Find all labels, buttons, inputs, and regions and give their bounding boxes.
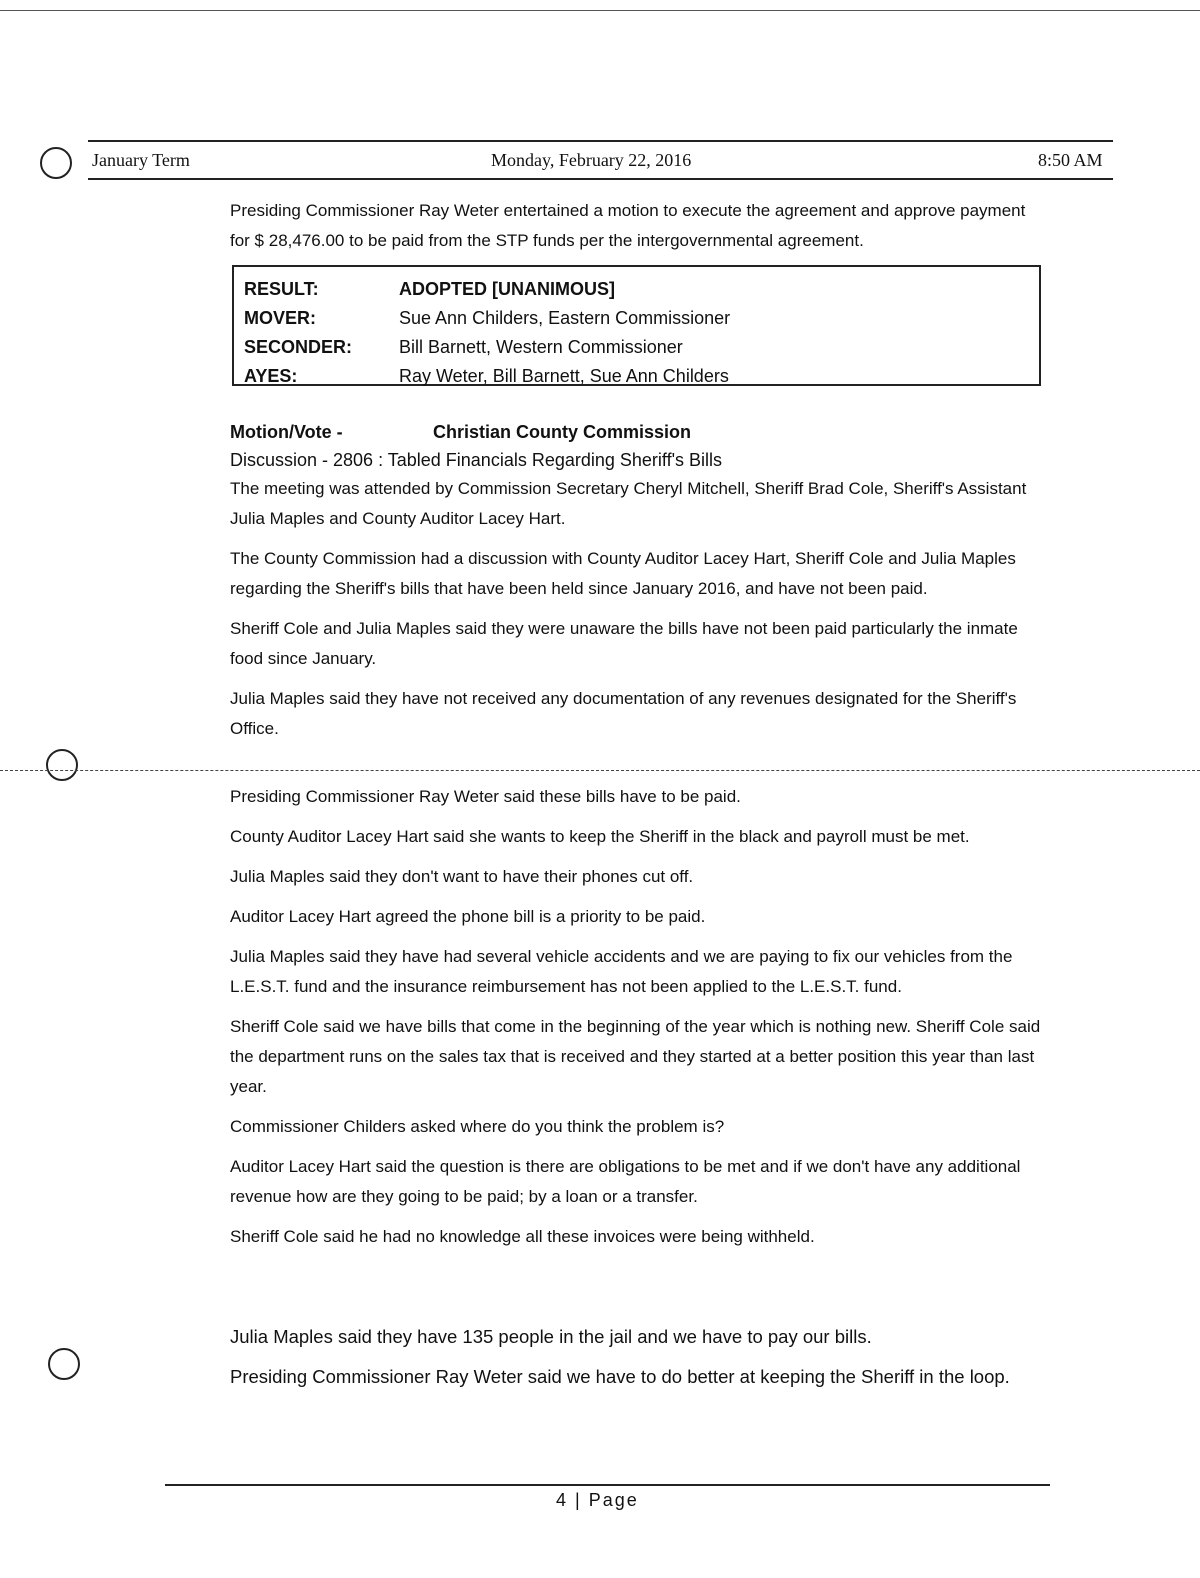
vote-result-table bbox=[232, 265, 1041, 386]
intro-paragraph: Presiding Commissioner Ray Weter entertained a motion to execute the agreement and approve payment for $ 28,476.00 to be paid from the STP funds per the intergovernmental agreement. bbox=[230, 201, 1026, 250]
motion-vote-body: Christian County Commission bbox=[433, 422, 692, 442]
paragraph: The County Commission had a discussion with County Auditor Lacey Hart, Sheriff Cole and Julia Maples regarding the Sheriff's bills that have been held since January 2016, and have not been paid. bbox=[230, 549, 1016, 598]
vote-row-result bbox=[244, 275, 1039, 304]
paragraph: Sheriff Cole said we have bills that come in the beginning of the year which is nothing new. Sheriff Cole said the department runs on the sales tax that is received and they started at a better position this year than last year. bbox=[230, 1017, 1041, 1096]
page-number: 4 | Page bbox=[556, 1490, 639, 1510]
paragraph: The meeting was attended by Commission Secretary Cheryl Mitchell, Sheriff Brad Cole, Sheriff's Assistant Julia Maples and County Auditor Lacey Hart. bbox=[230, 479, 1027, 528]
punch-hole-bottom bbox=[48, 1348, 80, 1380]
paragraph: Julia Maples said they have had several vehicle accidents and we are paying to fix our vehicles from the L.E.S.T. fund and the insurance reimbursement has not been applied to the L.E.S.T. fund. bbox=[230, 947, 1013, 996]
header-term: January Term bbox=[92, 150, 190, 170]
discussion-paragraphs-a bbox=[230, 474, 1045, 754]
footer-rule bbox=[165, 1484, 1050, 1486]
vote-label: SECONDER: bbox=[244, 337, 353, 357]
vote-value: ADOPTED [UNANIMOUS] bbox=[399, 279, 615, 299]
discussion-paragraphs-c bbox=[230, 1320, 1030, 1404]
header-date: Monday, February 22, 2016 bbox=[491, 150, 692, 170]
punch-hole-top bbox=[40, 147, 72, 179]
header-bottom-rule bbox=[88, 178, 1113, 180]
paragraph: Auditor Lacey Hart said the question is there are obligations to be met and if we don't have any additional revenue how are they going to be paid; by a loan or a transfer. bbox=[230, 1157, 1021, 1206]
vote-row-mover bbox=[244, 304, 1039, 333]
paragraph: Julia Maples said they have 135 people in the jail and we have to pay our bills. bbox=[230, 1326, 872, 1347]
paragraph: Auditor Lacey Hart agreed the phone bill is a priority to be paid. bbox=[230, 907, 706, 926]
paragraph: Commissioner Childers asked where do you think the problem is? bbox=[230, 1117, 725, 1136]
discussion-paragraphs-b bbox=[230, 782, 1045, 1262]
scan-fold-line bbox=[0, 770, 1200, 771]
header-time: 8:50 AM bbox=[1038, 150, 1103, 170]
punch-hole-middle bbox=[46, 749, 78, 781]
paragraph: Sheriff Cole and Julia Maples said they were unaware the bills have not been paid particularly the inmate food since January. bbox=[230, 619, 1018, 668]
header-top-rule bbox=[88, 140, 1113, 142]
paragraph: Julia Maples said they have not received any documentation of any revenues designated for the Sheriff's Office. bbox=[230, 689, 1017, 738]
paragraph: County Auditor Lacey Hart said she wants to keep the Sheriff in the black and payroll must be met. bbox=[230, 827, 970, 846]
vote-label: AYES: bbox=[244, 366, 298, 386]
vote-value: Sue Ann Childers, Eastern Commissioner bbox=[399, 308, 731, 328]
paragraph: Presiding Commissioner Ray Weter said these bills have to be paid. bbox=[230, 787, 741, 806]
vote-value: Ray Weter, Bill Barnett, Sue Ann Childers bbox=[399, 366, 729, 386]
vote-row-ayes bbox=[244, 362, 1039, 391]
vote-value: Bill Barnett, Western Commissioner bbox=[399, 337, 683, 357]
motion-vote-heading bbox=[230, 422, 692, 443]
paragraph: Presiding Commissioner Ray Weter said we have to do better at keeping the Sheriff in the loop. bbox=[230, 1366, 1010, 1387]
paragraph: Sheriff Cole said he had no knowledge all these invoices were being withheld. bbox=[230, 1227, 815, 1246]
vote-label: MOVER: bbox=[244, 308, 316, 328]
vote-label: RESULT: bbox=[244, 279, 319, 299]
vote-row-seconder bbox=[244, 333, 1039, 362]
motion-vote-label: Motion/Vote - bbox=[230, 422, 343, 442]
scan-top-edge bbox=[0, 10, 1200, 11]
discussion-heading: Discussion - 2806 : Tabled Financials Regarding Sheriff's Bills bbox=[230, 450, 723, 470]
paragraph: Julia Maples said they don't want to have their phones cut off. bbox=[230, 867, 694, 886]
